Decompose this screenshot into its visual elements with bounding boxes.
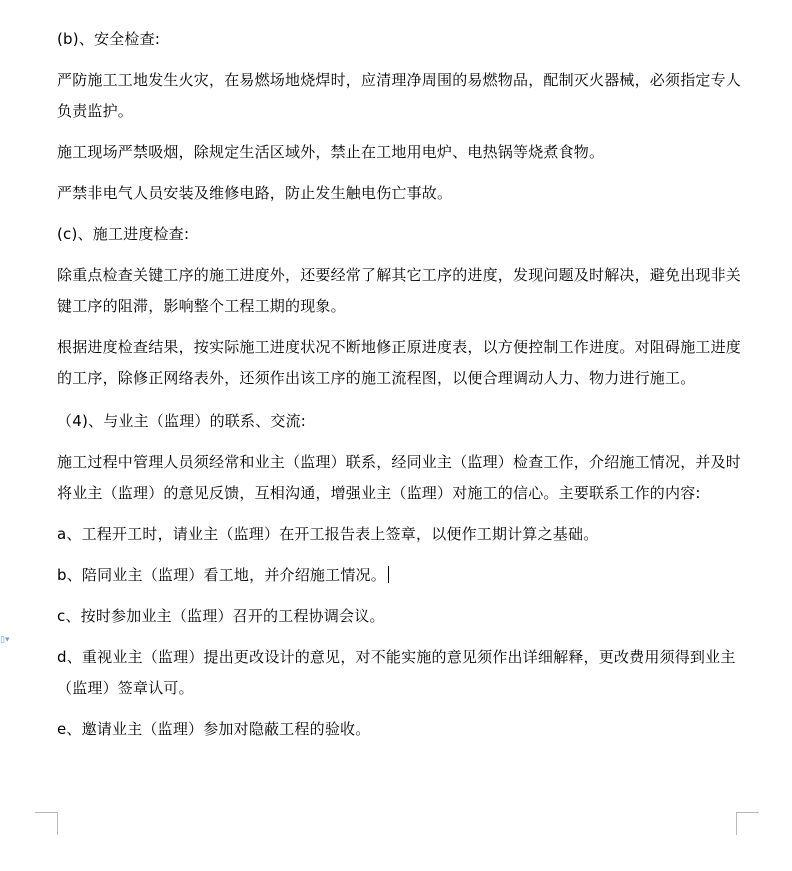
list-item-b-text: b、陪同业主（监理）看工地，并介绍施工情况。 [57,566,386,584]
page-corner-mark-right [736,812,759,835]
heading-owner-liaison: （4)、与业主（监理）的联系、交流: [57,412,307,430]
paragraph-liaison-intro: 施工过程中管理人员须经常和业主（监理）联系，经同业主（监理）检查工作，介绍施工情况，并及时将业主（监理）的意见反馈，互相沟通，增强业主（监理）对施工的信心。主要联系工作的内容: [57,453,742,502]
heading-safety-check: (b)、安全检查: [57,30,161,48]
list-item-d: d、重视业主（监理）提出更改设计的意见，对不能实施的意见须作出详细解释，更改费用须得到业主（监理）签章认可。 [57,648,736,697]
list-item-b [57,560,745,591]
heading-progress-check: (c)、施工进度检查: [57,225,190,243]
list-item-a: a、工程开工时，请业主（监理）在开工报告表上签章，以便作工期计算之基础。 [57,525,599,543]
list-item-c: c、按时参加业主（监理）召开的工程协调会议。 [57,607,385,625]
document-body[interactable] [57,24,745,745]
paragraph-marker-icon[interactable]: ▯▾ [0,635,10,645]
paragraph-electrical-safety: 严禁非电气人员安装及维修电路，防止发生触电伤亡事故。 [57,184,453,202]
paragraph-key-process: 除重点检查关键工序的施工进度外，还要经常了解其它工序的进度，发现问题及时解决，避免出现非关键工序的阻滞，影响整个工程工期的现象。 [57,266,742,315]
list-item-e: e、邀请业主（监理）参加对隐蔽工程的验收。 [57,720,371,738]
paragraph-no-smoking: 施工现场严禁吸烟，除规定生活区域外，禁止在工地用电炉、电热锅等烧煮食物。 [57,143,605,161]
paragraph-fire-prevention: 严防施工工地发生火灾，在易燃场地烧焊时，应清理净周围的易燃物品，配制灭火器械，必须指定专人负责监护。 [57,71,742,120]
paragraph-progress-results: 根据进度检查结果，按实际施工进度状况不断地修正原进度表，以方便控制工作进度。对阻碍施工进度的工序，除修正网络表外，还须作出该工序的施工流程图，以便合理调动人力、物力进行施工。 [57,338,742,387]
page-corner-mark-left [35,812,58,835]
text-cursor [388,566,389,583]
